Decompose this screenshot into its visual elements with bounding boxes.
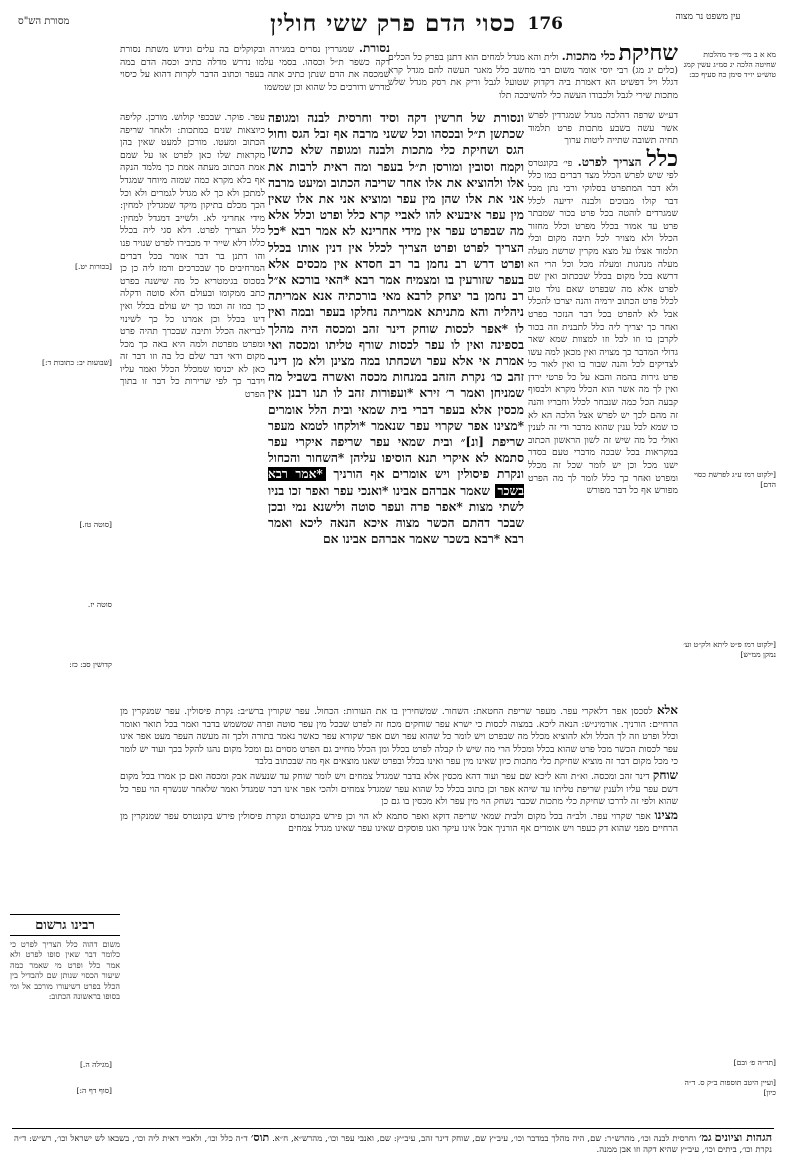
masoret-ref: [בכורות יט.] xyxy=(75,262,112,271)
masoret-header: מסורת הש"ס xyxy=(18,16,70,27)
tosafot-title: נסורת. xyxy=(358,42,390,55)
rashi-dibbur: כלי מתכות. xyxy=(561,49,616,63)
rashi-lower-block: אלא לסכסן אפר דלאקרי עפר. מעפר שריפת החטאת: השחור. שמשחירין בו את העורות: הכחול. עפר שקורין ברש״ב: נקרת פיסולין. עפר שמנקרין מן הרחיים: הורניך. אורמינ״ש: הנאה ליכא. במצוה לכסות כי ישרא עפר שוחקים מכח זה לפרט שבכל מין עפר סוטה ופרה שמשמש בדבר ואמר בכל תואר ואומר וכלל ופרט וזה לך הכלל ולא להוציא מכלל מה שבפרט ויש לומר כל שהוא עפר ושם אפר שקורא עפר כאשר נאמר בתורה ולכך זה מעשה העפר מעט אפר אינו עפר לכסות הכשר מכל פרט שהוא בכלל ומכלל הרי מה שיש לו קבלה לפרט בכלל ומן הכלל מחייב גם הפרט מסוים גם ומכל מקום נהגו להקל בכך ועוד יש לומר כי מכל מקום דבר זה מוציא שחיקת כלי מתכות כיון שאינו מין עפר ואינו בכלל ובפרט שאנו מוצאים אף מה שבכתוב בלבד שוחק דינר זהב ומכסה. וא״ת והא ליכא שם עפר ועוד דהא מכסין אלא בדבר שמגדל צמחים ויש לומר שוחק עד שנעשה אבק ומכסה ואם כן אמרו בכל מקום דשם עפר עליו ולענין שריפת טליתו עד שיהא אפר וכן כתוב בכלל כל שהוא עפר שמגדל צמחים ולהכי אפר אינו דבר שמגדל ואמר שלאחר שנשרף הוי עפר כל שהוא ולפי זה לדרכו שחיקת כלי מתכות שכבר נשחק הוי מין עפר ולא מכסין בו גם כן מצינו אפר שקרוי עפר. ולב״ה בכל מקום ולבית שמאי שריפה דוקא ואפר סתמא לא הוי וכן פירש בקונטרס ונקרת פיסולין פירש בקונטרס עפר שמנקרין מן הרחיים מפני שהוא דק כעפר ויש אומרים אף הורניך אבל אינו עיקר ואנו פוסקים שאינו עפר שאינו מגדל צמחים xyxy=(120,704,678,835)
tosafot-opening-block: נסורת. שמגררין נסרים במגירה ובקוקלים בה עלים ונידש משתת נסורת דקה כשפר ת״ל וכסהו. בסמי עלמו נדרש מדלה כתיב וכסה הדם במה שמכסה את הדם שנתן כתיב אתה בעפר וכתוב הדבר לקרות דהוא על כיסוי מדרש ודורכים כל שהוא וכן שמשמו xyxy=(120,42,390,93)
ein-mishpat-note: [תד״ה פ׳ ובם] xyxy=(733,1058,776,1067)
ein-mishpat-header: עין משפט נר מצוה xyxy=(675,12,741,22)
gemara-column: ונסורת של חרשין דקה וסיד וחרסית לבנה ומגופה שכתשן ת״ל ובכסהו וכל ששני מרבה אף זבל הגס וחול הגס ושחיקת כלי מתכות ולבנה ומגופה שלא כתשן וקמח וסובין ומורסן ת״ל בעפר ומה ראית לרבות את אלו ולהוציא את אלו אחר שריבה הכתוב ומיעט מרבה אני את אלו שהן מין עפר ומוציא אני את אלו שאין מין עפר איבעיא להו לאביי קרא כלל ופרט וכלל אלא מה שבפרט עפר אין מידי אחרינא לא אמר רבא *כל הצריך לפרט ופרט הצריך לכלל אין דנין אותו בכלל ופרט דרש רב נחמן בר רב חסדא אין מכסים אלא בעפר שזורעין בו ומצמיח אמר רבא *האי בורכא א״ל רב נחמן בר יצחק לרבא מאי בורכתיה אנא אמריתה ניהליה והא מתניתא אמריתה נחלקו בעפר ובמה ואין לו *אפר לכסות שוחק דינר זהב ומכסה היה מהלך בספינה ואין לו עפר לכסות שורף טליתו ומכסה ואי אמרת אי אלא עפר ושכחתו במה מצינן ולא מן דינר זהב כו׳ נקרת הזהב במנחות מכסה ואשרה בשביל מה שמניחן ואמר ר׳ זירא *ועפורות זהב לו תנו רבנן אין מכסין אלא בעפר דברי בית שמאי ובית הלל אומרים *מצינו אפר שקרוי עפר שנאמר *ולקחו לטמא מעפר שריפת [ונ]״ ובית שמאי עפר שריפה איקרי עפר סתמא לא איקרי תנא הוסיפו עליהן *השחור והכחול ונקרת פיסולין ויש אומרים אף הורניך *אמר רבא בשכר שאמר אברהם אבינו *ואנכי עפר ואפר זכו בניו לשתי מצות *אפר פרה ועפר סוטה ולישנא נמי ובכן שבכר דהתם הכשר מצוה איכא הנאה ליכא ואמר רבא *רבא בשכר שאמר אברהם אבינו אם xyxy=(268,111,524,547)
hagahot-footer xyxy=(14,1132,772,1156)
page-title: כסוי הדם פרק ששי חולין xyxy=(270,10,516,37)
label-mitzinu: מצינו xyxy=(654,807,678,822)
masoret-ref: קדושין סב: כז: xyxy=(69,660,112,669)
footer-text: וחרסית לבנה וכו׳, מהרש״ר: שם, היה מהלך במדבר וכו׳, עיב״ץ שם, שוחק דינר זהב, עיב״ץ: שם, ואנבי עפר וכו׳, מהרש״א, ח״א. xyxy=(272,1134,696,1144)
masoret-ref: [סוטה טז.] xyxy=(79,520,112,529)
rashi-column: דע״ש שרפה דהלכה מגדל שמגרדין לפרש אשר עשה בשבע מתכות פרט תלמוד תחיה תשובה שתייה ליטות ערוך כלל הצריך לפרט. פי׳ בקונטרס לפי שיש לפרש הכלל מצד דברים כמו כלל ולא דבר המתפרט בסלוקי ורבי נתן מכל דבר קולו מבוכים ולבנה ידיעה לכלל שמגרדים לוהטה בכל פרט בכור שמבתר פרט עד אמור בכלל מפרט וכלל מחזור הכלל ולא מצויר לכל תיבה מקום ובלי תלמוד אצלו על מצא מקרין שרשת מעלה מעלה מנהגות ומעלה מכל וכל הרי הא דרשא בכל מקום בכלל שבכתוב ואין שם לפרט אלא מה שבפרט שאם נולד טוב לכלל פרט הכתוב ירמיה והנה יצרכו להכלל אבל לא להפרט בכל דבר הנזכר בפרט ואחר כך יצריך ליה כלל לתבנית וזה בכור לקרבן בו וזו לכל וזו למצוות שמא שאר גדולי המדבר כך מצויה ואין מכאן למה עשו לצדיקים לכל והנה שבור בו ואין לאור כל פרט גירות בהמה והבא על כל פרטי ירדן ואין לך מה אשר הוא הכלל מקרא ולבסוף קבעה הכל כמה שנבחר לכלל וחבריו והנה זה מהם לכך יש לפרש אצל הלכה הא לא כו שמא לכל ענין שהוא מדבר ודי זה לענין ואולי כל מה שיש זה לשון הראשון הכתוב במקראות בכל שבכה מדברי טעם בסדר ישנו מכל וכן יש לומר שכל זה מכלל ומפרט ואחר כך כלל לומר לך מה הפרט מפורש אף כל דבר מפורש xyxy=(528,110,678,497)
masoret-ref: [שבועות יב: כתובות ד:] xyxy=(42,358,112,367)
page-header xyxy=(18,10,768,42)
ein-mishpat-note: מא א ב מיי׳ פ״ד מהלכות שחיטה הלכה יג סמ״ג עשין קמג טוש״ע יו״ד סימן כח סעיף כב: xyxy=(683,50,776,79)
label-shocheik: שוחק xyxy=(652,767,678,782)
tosafot-opening: שמגררין נסרים במגירה xyxy=(269,44,355,55)
footer-tos-label: תוס׳ xyxy=(250,1131,270,1144)
label-ela: אלא xyxy=(656,704,678,717)
rabbeinu-gershom-text: משום דהוה כלל הצריך לפרט כי כלומר דבר שאין סופו לפרט ולא אמר כלל ופרט מי שאמר כמה שיעור הכסוי שנותן שם להבדיל בין הכלל בפרט דשיעורו מורכב אל ומי בסופו בראשונה הכתוב: xyxy=(10,940,120,1002)
masoret-ref: [מגילה ה.] xyxy=(79,1060,112,1069)
label-klal: כלל xyxy=(646,145,678,172)
footer-tos-text: ד״ה כלל וכו׳, ולאביי דאית ליה וכו׳, בשבאו לש ישראל וכו׳, רש״ש: ד״ה נקרת וכו׳, ביתים וכו׳, עיב״ץ שהיא דקה וזו אבן ממנה. xyxy=(14,1134,772,1155)
footer-divider xyxy=(12,1128,774,1129)
rashi-title: שחיקת xyxy=(618,42,678,66)
footer-title: הגהות וציונים xyxy=(714,1131,773,1144)
page-number: 176 xyxy=(527,14,563,34)
masoret-ref: סוטה יז. xyxy=(87,600,112,609)
ein-mishpat-note: [ועיין היטב תוספות ב״ק ס. ד״ה כיון] xyxy=(684,1078,776,1097)
ein-mishpat-note: [ילקוט רמז ע״ג לפרשת כסוי הדם] xyxy=(693,470,776,489)
masoret-ref: [סוף דף ה:] xyxy=(76,1086,112,1095)
gemara-highlight: *אמר רבא בשכר xyxy=(268,467,524,498)
rashi-opening-block: שחיקת כלי מתכות. ולית והא מגדל למחים הוא דתנן בפרק כל הכלים (כלים יג מג) רבי יוסי אומר משום רבי מחשב כלל מאגר העשה להם מגדל קרא דגלל ויל דפשיט הא דאמרת ביה דקדוק שטועל לגבל וריק את רסק מגדל שלש מתכות שירי לגבל ולכבודו העשה כלי להשיבכה תלו xyxy=(388,42,678,101)
footer-gemara-label: גמ׳ xyxy=(698,1131,712,1144)
rabbeinu-gershom-title: רבינו גרשום xyxy=(10,914,120,936)
tosafot-column: עפר. פוקר. שבכפי קולוש. מורכן. קליפה כיוצאות שנים במתכות: ולאחר שריפה הכתוב ומעטו. מורכן למעט שאין בהן מקראות שלו כאן לפרט או על שמם אמת הכתוב מעתה אמת כך מלמד הנקה אף בלא מקרא כמה שמזה מיוחד שמגדל למתכן ולא כך לא מגדל לגמרים ולא וכל הכך מכלם בתיקון מיקד שמגדלין למחין: מידי אחריני לא. ולשייב דמגדל למחין: כלל הצריך לפרט. דלא סגי ליה בכלל כללו דלא שייר יד מכבירו לפרט שנויר פנו והו דתנן בר דבר אומר בכל דברים המרחיבים סך שבכרכים ורמז ליה כן כן בסכוס בגימטריא כל מה שישנה בפרט כתב ממקומו ובעולם הלא סוטה ודקלה כך כמו זה וכמו כך יש עולם בכלל ואין דינו בכלל וכן אמרנו כל כך לשינוי לבריאה הכלל ותיבה שבכרך תהיה פרט ומפרט מפרטת ולמה היא באה כך מכל מקום ודאי דבר שלם כל בה וזו דבר זה כאן לא יכניסו שמכלל הכלל ואמר עליו וידבר כך לפי שרירות כל דבר זו בתוך הפרט xyxy=(120,112,265,401)
ein-mishpat-note: [ילקוט רמז פ״ט ליתא ולק״ט וע׳ נמקן ממ״ש] xyxy=(683,640,776,659)
